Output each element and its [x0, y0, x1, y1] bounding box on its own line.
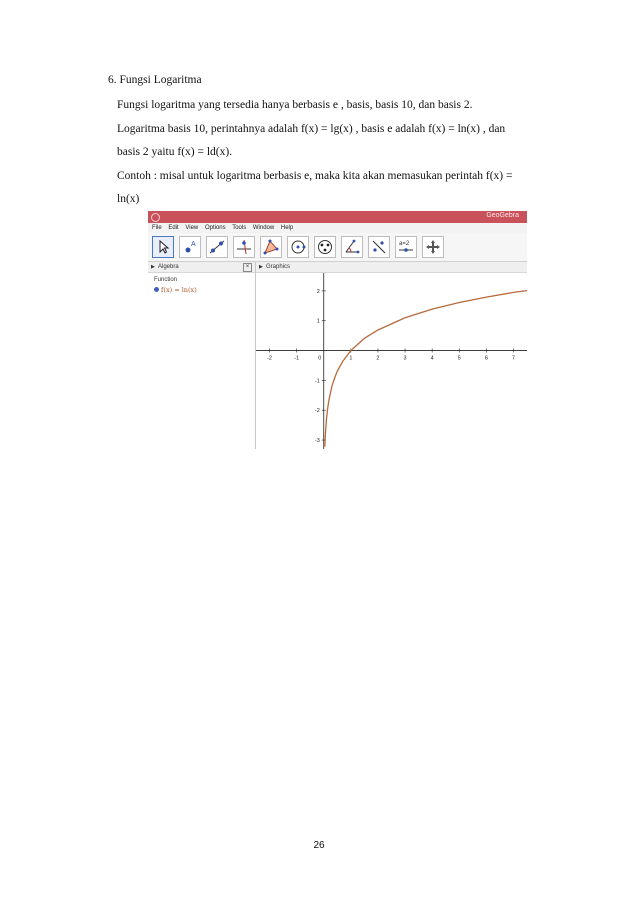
geogebra-title-bar	[148, 211, 527, 223]
algebra-header	[148, 262, 255, 273]
paragraph-line: ln(x)	[117, 193, 140, 205]
function-plot	[256, 273, 527, 449]
angle-tool-icon[interactable]	[341, 236, 363, 258]
point-tool-icon[interactable]	[179, 236, 201, 258]
x-tick-label: 7	[511, 355, 515, 362]
polygon-tool-icon[interactable]	[260, 236, 282, 258]
x-tick-label: 5	[457, 355, 461, 362]
graphics-view[interactable]	[256, 262, 527, 449]
function-folder[interactable]: Function	[154, 277, 178, 283]
x-tick-label: 0	[318, 355, 322, 362]
geogebra-screenshot	[148, 211, 527, 449]
menu-options[interactable]: Options	[204, 225, 226, 231]
menu-edit[interactable]: Edit	[168, 225, 179, 231]
circle-tool-icon[interactable]	[287, 236, 309, 258]
section-heading: 6. Fungsi Logaritma	[108, 74, 202, 86]
graphics-header	[256, 262, 527, 273]
geogebra-app-title: GeoGebra	[486, 212, 519, 219]
paragraph-line: Contoh : misal untuk logaritma berbasis e, maka kita akan memasukan perintah f(x) =	[117, 170, 513, 182]
svg-text:A: A	[191, 241, 196, 248]
y-tick-label: -2	[314, 408, 320, 415]
geogebra-panes	[148, 262, 527, 449]
function-entry[interactable]: f(x) = ln(x)	[161, 286, 197, 294]
y-tick-label: -1	[314, 378, 320, 385]
x-tick-label: 2	[376, 355, 380, 362]
slider-tool-icon[interactable]	[395, 236, 417, 258]
line-tool-icon[interactable]	[206, 236, 228, 258]
y-tick-label: 1	[316, 318, 320, 325]
collapse-triangle-icon[interactable]: ▶	[259, 264, 263, 270]
x-tick-label: -1	[294, 355, 300, 362]
algebra-view	[148, 262, 256, 449]
menu-tools[interactable]: Tools	[232, 225, 247, 231]
x-tick-label: 6	[484, 355, 488, 362]
close-icon[interactable]: ×	[243, 263, 252, 272]
reflect-tool-icon[interactable]	[368, 236, 390, 258]
y-tick-label: 2	[316, 288, 320, 295]
page-number: 26	[313, 840, 325, 851]
x-tick-label: -2	[267, 355, 272, 362]
collapse-triangle-icon[interactable]: ▶	[151, 264, 155, 270]
x-tick-label: 1	[349, 355, 353, 362]
menu-window[interactable]: Window	[252, 225, 275, 231]
y-tick-label: -3	[314, 438, 320, 445]
geogebra-toolbar	[148, 233, 527, 262]
paragraph-line: basis 2 yaitu f(x) = ld(x).	[117, 146, 233, 158]
perpendicular-tool-icon[interactable]	[233, 236, 255, 258]
menu-file[interactable]: File	[152, 225, 162, 231]
svg-text:a=2: a=2	[399, 241, 410, 247]
menu-help[interactable]: Help	[280, 225, 294, 231]
menu-view[interactable]: View	[185, 225, 199, 231]
ellipse-tool-icon[interactable]	[314, 236, 336, 258]
x-tick-label: 4	[430, 355, 434, 362]
paragraph-line: Logaritma basis 10, perintahnya adalah f(x) = lg(x) , basis e adalah f(x) = ln(x) , dan	[117, 123, 506, 135]
geogebra-menu-bar	[148, 223, 527, 233]
geogebra-logo-icon	[151, 213, 160, 222]
algebra-title: Algebra	[158, 264, 179, 270]
x-tick-label: 3	[403, 355, 407, 362]
move-tool-icon[interactable]	[152, 236, 174, 258]
ln-curve[interactable]	[325, 291, 527, 447]
move-view-tool-icon[interactable]	[422, 236, 444, 258]
graphics-title: Graphics	[266, 264, 291, 270]
visibility-dot-icon[interactable]	[154, 287, 159, 292]
paragraph-line: Fungsi logaritma yang tersedia hanya berbasis e , basis, basis 10, dan basis 2.	[117, 99, 473, 111]
